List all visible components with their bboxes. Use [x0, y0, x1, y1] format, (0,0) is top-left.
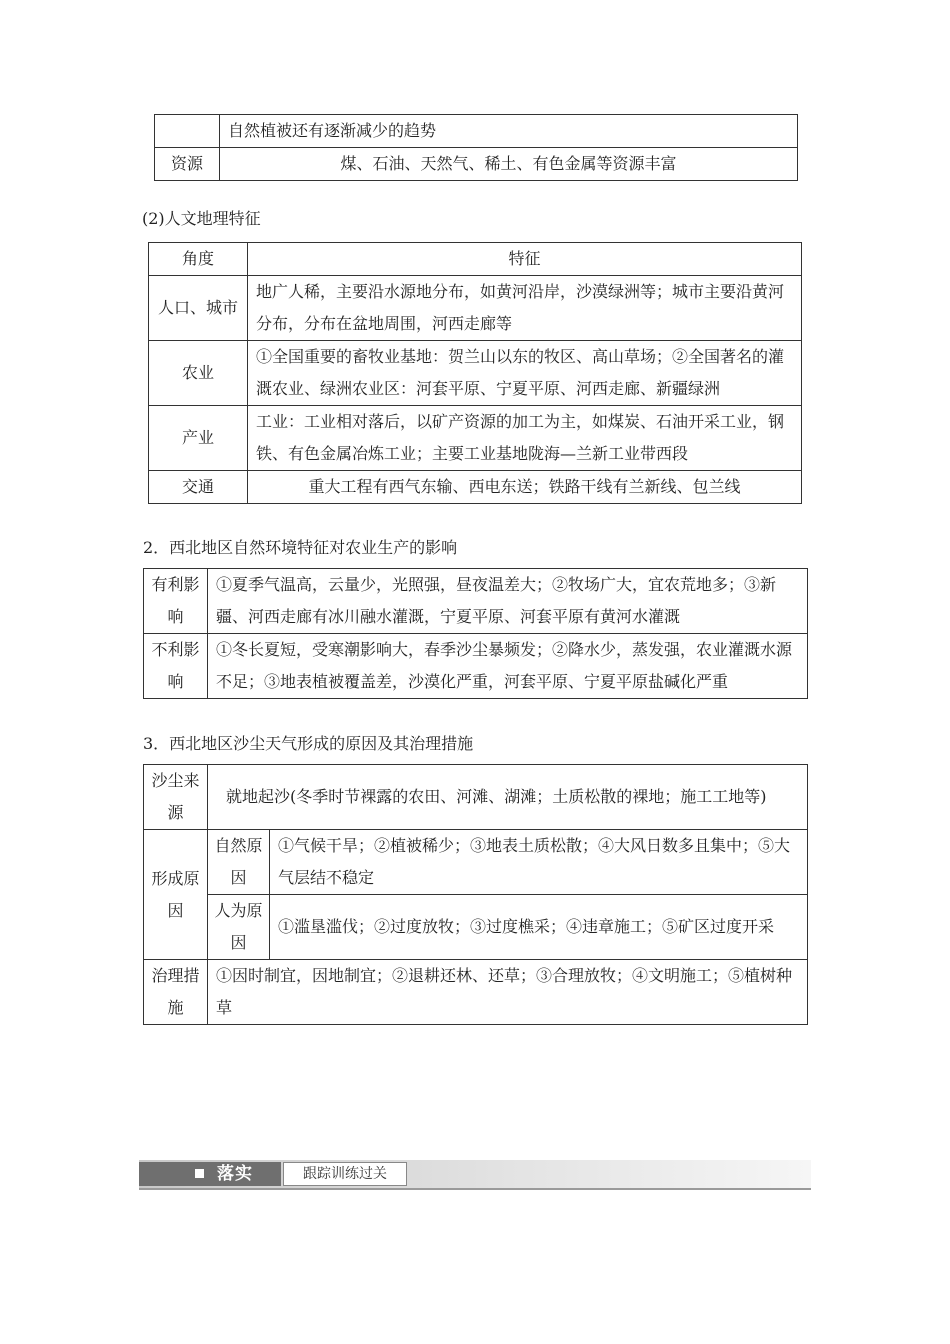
table-row: [155, 148, 798, 181]
row-text: 重大工程有西气东输、西电东送；铁路干线有兰新线、包兰线: [248, 471, 802, 504]
row-text: ①夏季气温高，云量少，光照强，昼夜温差大；②牧场广大，宜农荒地多；③新疆、河西走廊有冰川融水灌溉，宁夏平原、河套平原有黄河水灌溉: [208, 569, 808, 634]
row-text: 工业：工业相对落后，以矿产资源的加工为主，如煤炭、石油开采工业，钢铁、有色金属冶炼工业；主要工业基地陇海—兰新工业带西段: [248, 406, 802, 471]
table-row: [149, 341, 802, 406]
table-row: [149, 276, 802, 341]
human-cause-label: 人为原因: [208, 895, 270, 960]
row-label: 不利影响: [144, 634, 208, 699]
banner-rule: [139, 1188, 811, 1190]
source-label: 沙尘来源: [144, 765, 208, 830]
row-label: 产业: [149, 406, 248, 471]
banner-subtitle: 跟踪训练过关: [283, 1162, 407, 1186]
source-text: 就地起沙(冬季时节裸露的农田、河滩、湖滩；土质松散的裸地；施工工地等): [208, 765, 808, 830]
table-row: [144, 895, 808, 960]
table-row: [144, 960, 808, 1025]
row-label: 有利影响: [144, 569, 208, 634]
row-label: 人口、城市: [149, 276, 248, 341]
table-row: [144, 830, 808, 895]
natural-cause-text: ①气候干旱；②植被稀少；③地表土质松散；④大风日数多且集中；⑤大气层结不稳定: [270, 830, 808, 895]
table-header-row: [149, 243, 802, 276]
section-heading-human-geography: (2)人文地理特征: [142, 209, 261, 228]
table-row: [144, 765, 808, 830]
row-label: 资源: [155, 148, 220, 181]
table-row: [149, 471, 802, 504]
section-heading-dust: 3．西北地区沙尘天气形成的原因及其治理措施: [143, 734, 474, 753]
header-angle: 角度: [149, 243, 248, 276]
row-text: ①全国重要的畜牧业基地：贺兰山以东的牧区、高山草场；②全国著名的灌溉农业、绿洲农业区：河套平原、宁夏平原、河西走廊、新疆绿洲: [248, 341, 802, 406]
measure-label: 治理措施: [144, 960, 208, 1025]
row-text: ①冬长夏短，受寒潮影响大，春季沙尘暴频发；②降水少，蒸发强，农业灌溉水源不足；③地表植被覆盖差，沙漠化严重，河套平原、宁夏平原盐碱化严重: [208, 634, 808, 699]
row-label: [155, 115, 220, 148]
table-row: [149, 406, 802, 471]
human-geography-table: [148, 242, 802, 504]
dust-weather-table: [143, 764, 808, 1025]
table-row: [144, 634, 808, 699]
section-banner: [139, 1160, 811, 1190]
cause-label: 形成原因: [144, 830, 208, 960]
row-label: 农业: [149, 341, 248, 406]
header-feature: 特征: [248, 243, 802, 276]
table-row: [155, 115, 798, 148]
table-row: [144, 569, 808, 634]
row-text: 地广人稀，主要沿水源地分布，如黄河沿岸，沙漠绿洲等；城市主要沿黄河分布，分布在盆地周围，河西走廊等: [248, 276, 802, 341]
row-text: 自然植被还有逐渐减少的趋势: [220, 115, 798, 148]
natural-features-table-continued: [154, 114, 798, 181]
agriculture-impact-table: [143, 568, 808, 699]
square-bullet-icon: [195, 1169, 204, 1178]
human-cause-text: ①滥垦滥伐；②过度放牧；③过度樵采；④违章施工；⑤矿区过度开采: [270, 895, 808, 960]
section-heading-agriculture: 2．西北地区自然环境特征对农业生产的影响: [143, 538, 458, 557]
natural-cause-label: 自然原因: [208, 830, 270, 895]
measure-text: ①因时制宜，因地制宜；②退耕还林、还草；③合理放牧；④文明施工；⑤植树种草: [208, 960, 808, 1025]
row-text: 煤、石油、天然气、稀土、有色金属等资源丰富: [220, 148, 798, 181]
row-label: 交通: [149, 471, 248, 504]
banner-dark-block: [139, 1162, 281, 1186]
banner-title: 落实: [217, 1164, 253, 1184]
